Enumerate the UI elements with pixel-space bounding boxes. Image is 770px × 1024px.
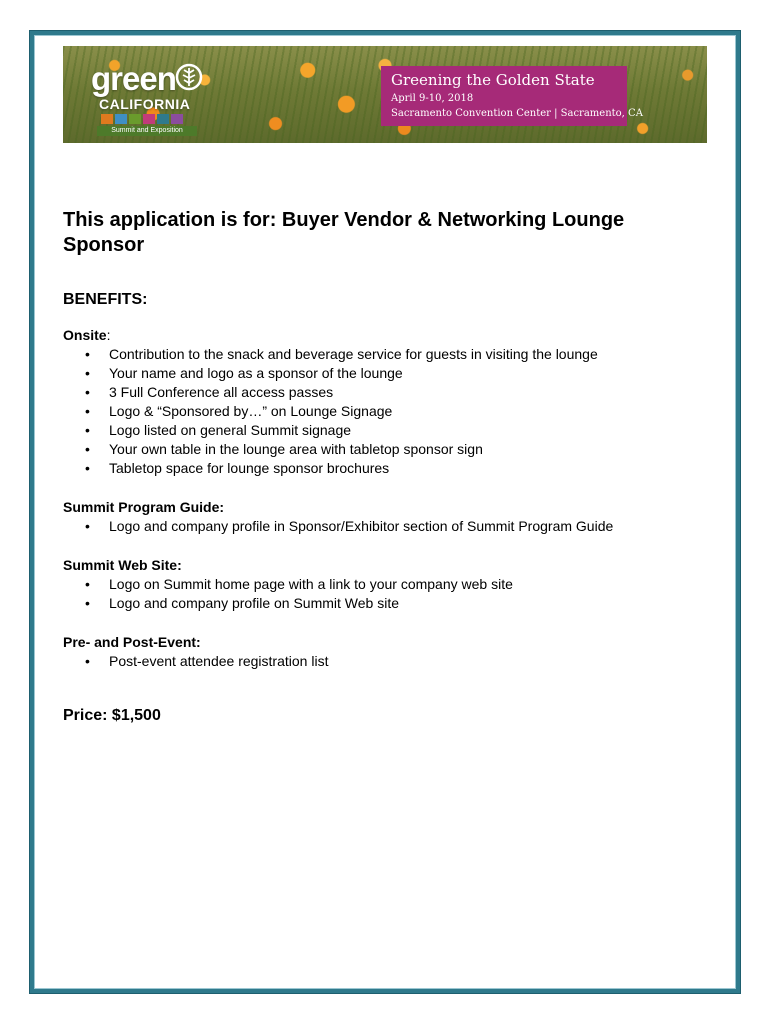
list-item: • Logo and company profile in Sponsor/Exhibitor section of Summit Program Guide (85, 518, 614, 534)
application-title: This application is for: Buyer Vendor & Networking Lounge Sponsor (63, 209, 625, 256)
list-item: • Logo and company profile on Summit Web site (85, 595, 400, 611)
benefit-list (63, 652, 703, 671)
list-item: • Logo on Summit home page with a link to your company web site (85, 576, 513, 592)
list-item: • Tabletop space for lounge sponsor brochures (85, 460, 390, 476)
list-item: • Logo & “Sponsored by…” on Lounge Signage (85, 403, 393, 419)
event-venue: Sacramento Convention Center | Sacramento, CA (391, 108, 643, 119)
event-date: April 9-10, 2018 (391, 93, 474, 104)
benefits-heading: BENEFITS: (63, 291, 148, 308)
category-icon (157, 114, 169, 124)
section-onsite (63, 326, 703, 478)
list-item: • Logo listed on general Summit signage (85, 422, 352, 438)
category-icon (171, 114, 183, 124)
section-heading: Summit Web Site: (63, 557, 182, 573)
section-heading: Summit Program Guide: (63, 499, 225, 515)
category-icon (143, 114, 155, 124)
benefit-list (63, 575, 703, 613)
document-content (63, 208, 703, 725)
header-banner (63, 46, 707, 143)
list-item: • Contribution to the snack and beverage service for guests in visiting the lounge (85, 346, 598, 362)
logo-category-icons (101, 114, 183, 124)
category-icon (101, 114, 113, 124)
category-icon (129, 114, 141, 124)
category-icon (115, 114, 127, 124)
logo-word: green (91, 60, 176, 97)
price-label: Price: $1,500 (63, 707, 161, 724)
list-item: • 3 Full Conference all access passes (85, 384, 334, 400)
list-item: • Your own table in the lounge area with tabletop sponsor sign (85, 441, 483, 457)
event-info-box (381, 66, 643, 126)
logo-state: CALIFORNIA (99, 96, 191, 112)
green-california-logo (89, 60, 209, 134)
benefit-list (63, 345, 703, 478)
logo-ribbon: Summit and Exposition (97, 126, 197, 136)
event-title: Greening the Golden State (391, 71, 595, 89)
list-item: • Post-event attendee registration list (85, 653, 329, 669)
benefit-list (63, 517, 703, 536)
leaf-icon (175, 63, 203, 91)
list-item: • Your name and logo as a sponsor of the lounge (85, 365, 403, 381)
section-pre-post-event (63, 633, 703, 671)
section-program-guide (63, 498, 703, 536)
section-heading: Onsite: (63, 327, 111, 343)
section-web-site (63, 556, 703, 613)
section-heading: Pre- and Post-Event: (63, 634, 201, 650)
